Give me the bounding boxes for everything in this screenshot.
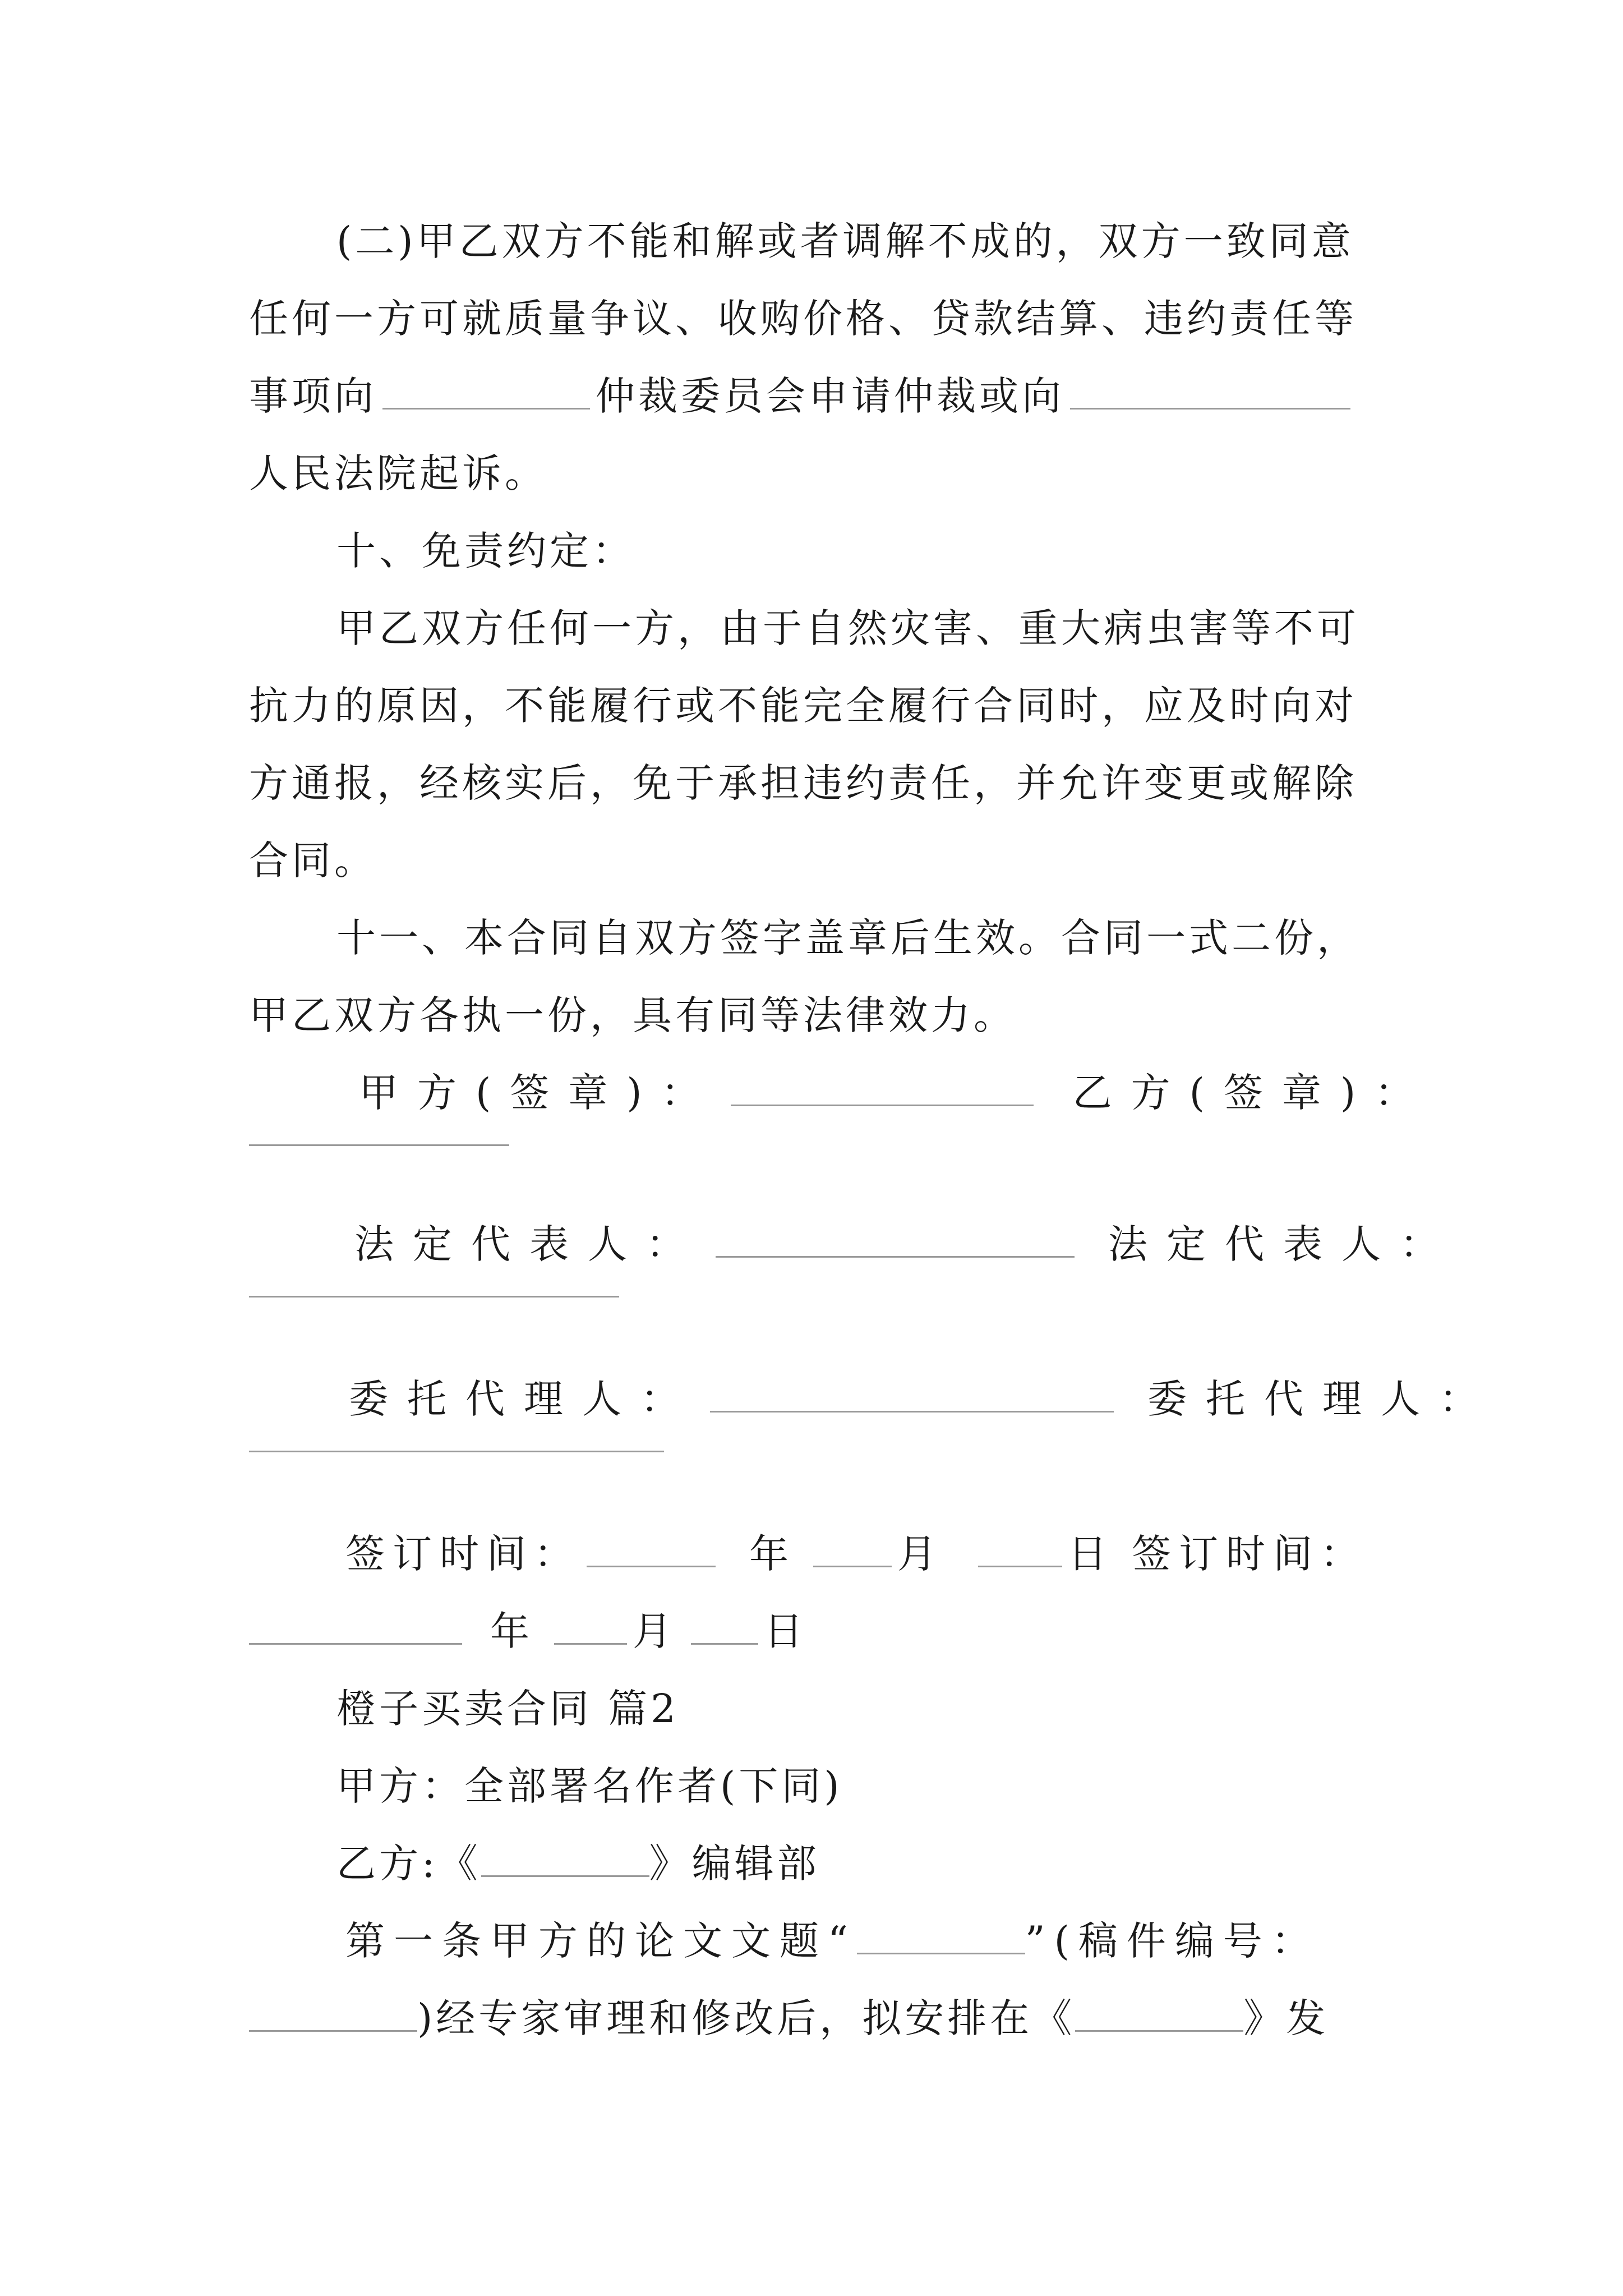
section-eleven-line-2: 甲乙双方各执一份，具有同等法律效力。 [249, 992, 1016, 1038]
sign-year-a-blank[interactable] [587, 1530, 716, 1567]
legal-rep-b-blank[interactable] [249, 1296, 619, 1297]
party-a-seal-blank[interactable] [731, 1069, 1034, 1106]
agent-a-blank[interactable] [710, 1375, 1114, 1412]
sign-time-a-label: 签订时间： [345, 1531, 581, 1577]
dispute-line-1: (二)甲乙双方不能和解或者调解不成的，双方一致同意 [336, 218, 1354, 264]
legal-rep-a-label: 法定代表人： [354, 1221, 704, 1267]
article-one-line-2: )经专家审理和修改后，拟安排在《 》发 [249, 1993, 1329, 2044]
party-a-seal-label: 甲方(签章)： [359, 1070, 720, 1116]
sign-time-b-label: 签订时间： [1132, 1531, 1367, 1577]
court-blank[interactable] [1070, 372, 1350, 409]
legal-rep-line [354, 1218, 1458, 1270]
sign-time-b-line: 年 月 日 [249, 1605, 811, 1657]
legal-rep-b-label: 法定代表人： [1108, 1221, 1458, 1267]
sign-month-b-blank[interactable] [554, 1607, 627, 1645]
dispute-line-2: 任何一方可就质量争议、收购价格、贷款结算、违约责任等 [249, 296, 1357, 342]
journal-name-blank[interactable] [481, 1839, 649, 1877]
article-one-line-1: 第一条甲方的论文文题“ ”(稿件编号： [345, 1918, 1320, 1964]
legal-rep-a-blank[interactable] [716, 1220, 1075, 1258]
agent-line [349, 1373, 1497, 1425]
section-eleven-line-1: 十一、本合同自双方签字盖章后生效。合同一式二份， [336, 915, 1359, 961]
contract-two-title: 橙子买卖合同 篇2 [336, 1686, 679, 1732]
sign-day-b-blank[interactable] [691, 1607, 758, 1645]
party-b-seal-label: 乙方(签章)： [1072, 1070, 1433, 1116]
dispute-line-4: 人民法院起诉。 [249, 450, 547, 496]
party-b-seal-blank[interactable] [249, 1144, 509, 1146]
dispute-line-3: 事项向 仲裁委员会申请仲裁或向 [249, 370, 1356, 422]
arbitration-blank[interactable] [382, 372, 590, 409]
publication-name-blank[interactable] [1075, 1994, 1243, 2032]
sign-time-line: 签订时间： 年 月 日 签订时间： [345, 1531, 1367, 1577]
section-ten-line-1: 甲乙双方任何一方，由于自然灾害、重大病虫害等不可 [336, 605, 1359, 651]
party-a-seal-line [359, 1067, 1433, 1119]
section-ten-line-3: 方通报，经核实后，免于承担违约责任，并允许变更或解除 [249, 760, 1357, 806]
agent-a-label: 委托代理人： [349, 1376, 699, 1422]
sign-day-a-blank[interactable] [978, 1530, 1062, 1567]
contract-two-party-a: 甲方：全部署名作者(下同) [336, 1763, 843, 1809]
agent-b-blank[interactable] [249, 1451, 664, 1452]
contract-two-party-b: 乙方:《 》编辑部 [336, 1841, 820, 1887]
paper-title-blank[interactable] [857, 1917, 1025, 1954]
manuscript-number-blank[interactable] [249, 1994, 417, 2032]
section-ten-line-2: 抗力的原因，不能履行或不能完全履行合同时，应及时向对 [249, 683, 1357, 729]
section-ten-line-4: 合同。 [249, 838, 377, 884]
agent-b-label: 委托代理人： [1147, 1376, 1497, 1422]
sign-month-a-blank[interactable] [813, 1530, 892, 1567]
sign-year-b-blank[interactable] [249, 1607, 462, 1645]
section-ten-heading: 十、免责约定： [336, 528, 635, 574]
